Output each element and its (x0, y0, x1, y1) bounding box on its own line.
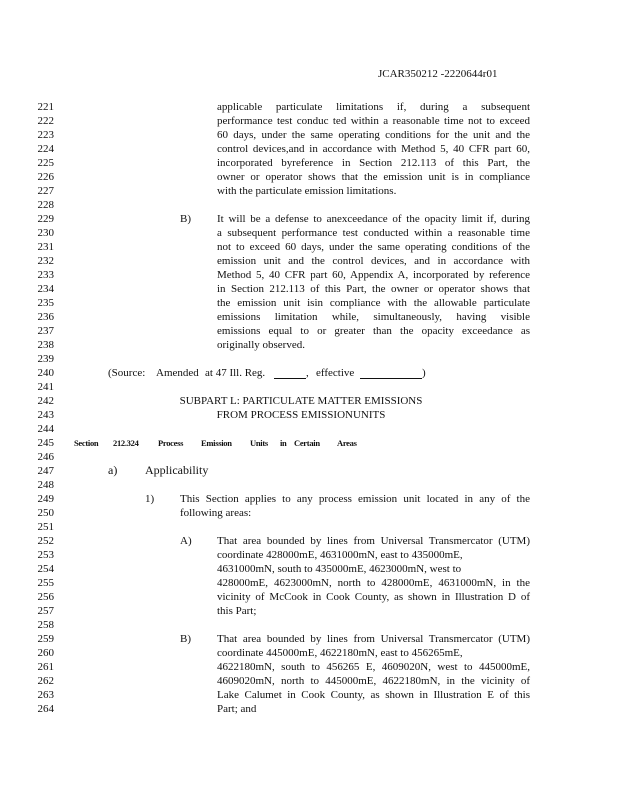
text-line: this Part; (217, 605, 257, 617)
text-line: 4631000mN, south to 435000mE, 4623000mN, west to (217, 563, 462, 575)
text-line: Lake Calumet in Cook County, as shown in Illustration E of this (217, 689, 530, 701)
text-line: performance test conduc ted within a reasonable time not to exceed (217, 115, 530, 127)
line-number: 253 (37, 549, 54, 561)
text-line: applicable particulate limitations if, during a subsequent (217, 101, 530, 113)
line-number: 251 (37, 521, 54, 533)
subpart-heading: SUBPART L: PARTICULATE MATTER EMISSIONS (179, 395, 423, 407)
text-line: That area bounded by lines from Universal Transmercator (UTM) (217, 535, 530, 547)
area-marker: B) (180, 633, 191, 645)
section-number: 212.324 (113, 438, 139, 448)
text-line: with the particulate emission limitations. (217, 185, 397, 197)
line-number: 229 (37, 213, 54, 225)
text-line: It will be a defense to anexceedance of the opacity limit if, during (217, 213, 530, 225)
line-number: 261 (37, 661, 54, 673)
text-line: originally observed. (217, 339, 305, 351)
line-number: 226 (37, 171, 54, 183)
effective-date-blank (360, 368, 422, 379)
line-number: 227 (37, 185, 54, 197)
text-line: incorporated byreference in Section 212.113 of this Part, the (217, 157, 530, 169)
area-marker: A) (180, 535, 192, 547)
line-number: 221 (37, 101, 54, 113)
line-number: 239 (37, 353, 54, 365)
text-line: Method 5, 40 CFR part 60, Appendix A, incorporated by reference (217, 269, 530, 281)
line-number: 254 (37, 563, 54, 575)
text-line: emission unit and the control devices, and in accordance with (217, 255, 530, 267)
document-id: JCAR350212 -2220644r01 (378, 68, 498, 80)
source-close: ) (422, 367, 426, 379)
line-number: 248 (37, 479, 54, 491)
text-line: a subsequent performance test conducted within a reasonable time (217, 227, 530, 239)
subsection-title: Applicability (145, 463, 209, 477)
line-number: 222 (37, 115, 54, 127)
text-line: coordinate 445000mE, 4622180mN, east to 456265mE, (217, 647, 463, 659)
text-line: vicinity of McCook in Cook County, as shown in Illustration D of (217, 591, 530, 603)
section-title-word: Process (158, 438, 184, 448)
line-number: 264 (37, 703, 54, 715)
line-number: 234 (37, 283, 54, 295)
text-line: 60 days, under the same operating conditions for the unit and the (217, 129, 530, 141)
section-title-word: Emission (201, 438, 232, 448)
line-number: 231 (37, 241, 54, 253)
line-number: 235 (37, 297, 54, 309)
line-number: 250 (37, 507, 54, 519)
line-number: 255 (37, 577, 54, 589)
line-number: 233 (37, 269, 54, 281)
text-line: not to exceed 60 days, under the same operating conditions of the (217, 241, 530, 253)
section-word: Section (74, 438, 99, 448)
source-amended: Amended (156, 367, 199, 379)
line-number: 263 (37, 689, 54, 701)
register-page-blank (274, 368, 306, 379)
section-title-word: Areas (337, 438, 357, 448)
text-line: emissions limitation while, simultaneously, having visible (217, 311, 530, 323)
line-number: 230 (37, 227, 54, 239)
line-number: 232 (37, 255, 54, 267)
text-line: 4609020mN, north to 445000mE, 4622180mN, in the vicinity of (217, 675, 530, 687)
text-line: the emission unit isin compliance with the allowable particulate (217, 297, 530, 309)
text-line: 428000mE, 4623000mN, north to 428000mE, 4631000mN, in the (217, 577, 530, 589)
line-number: 247 (37, 465, 54, 477)
line-number: 238 (37, 339, 54, 351)
source-comma: , (306, 367, 309, 379)
item-marker: 1) (145, 493, 155, 505)
line-number: 262 (37, 675, 54, 687)
text-line: coordinate 428000mE, 4631000mN, east to 435000mE, (217, 549, 463, 561)
text-line: owner or operator shows that the emission unit is in compliance (217, 171, 530, 183)
subsection-marker: a) (108, 463, 118, 477)
line-number: 243 (37, 409, 54, 421)
line-number: 259 (37, 633, 54, 645)
source-prefix: (Source: (108, 367, 146, 379)
source-effective: effective (316, 367, 355, 379)
line-number: 237 (37, 325, 54, 337)
line-number: 225 (37, 157, 54, 169)
line-number: 249 (37, 493, 54, 505)
line-number: 242 (37, 395, 54, 407)
line-number: 241 (37, 381, 54, 393)
text-line: in Section 212.113 of this Part, the owner or operator shows that (217, 283, 530, 295)
line-number: 257 (37, 605, 54, 617)
line-number: 252 (37, 535, 54, 547)
line-number: 223 (37, 129, 54, 141)
section-title-word: in (280, 438, 287, 448)
line-number: 228 (37, 199, 54, 211)
line-number: 246 (37, 451, 54, 463)
paragraph-marker: B) (180, 213, 191, 225)
line-number: 256 (37, 591, 54, 603)
line-number: 258 (37, 619, 54, 631)
text-line: 4622180mN, south to 456265 E, 4609020N, west to 445000mE, (217, 661, 530, 673)
section-title-word: Units (250, 438, 268, 448)
line-number: 244 (37, 423, 54, 435)
subpart-subheading: FROM PROCESS EMISSIONUNITS (216, 409, 386, 421)
line-number: 224 (37, 143, 54, 155)
text-line: emissions equal to or greater than the opacity exceedance as (217, 325, 530, 337)
text-line: control devices,and in accordance with Method 5, 40 CFR part 60, (217, 143, 530, 155)
line-number: 245 (37, 437, 54, 449)
text-line: That area bounded by lines from Universal Transmercator (UTM) (217, 633, 530, 645)
section-title-word: Certain (294, 438, 320, 448)
text-line: This Section applies to any process emission unit located in any of the (180, 493, 530, 505)
text-line: following areas: (180, 507, 252, 519)
line-number: 260 (37, 647, 54, 659)
line-number: 240 (37, 367, 54, 379)
text-line: Part; and (217, 703, 257, 715)
line-number: 236 (37, 311, 54, 323)
source-register: at 47 Ill. Reg. (205, 367, 266, 379)
